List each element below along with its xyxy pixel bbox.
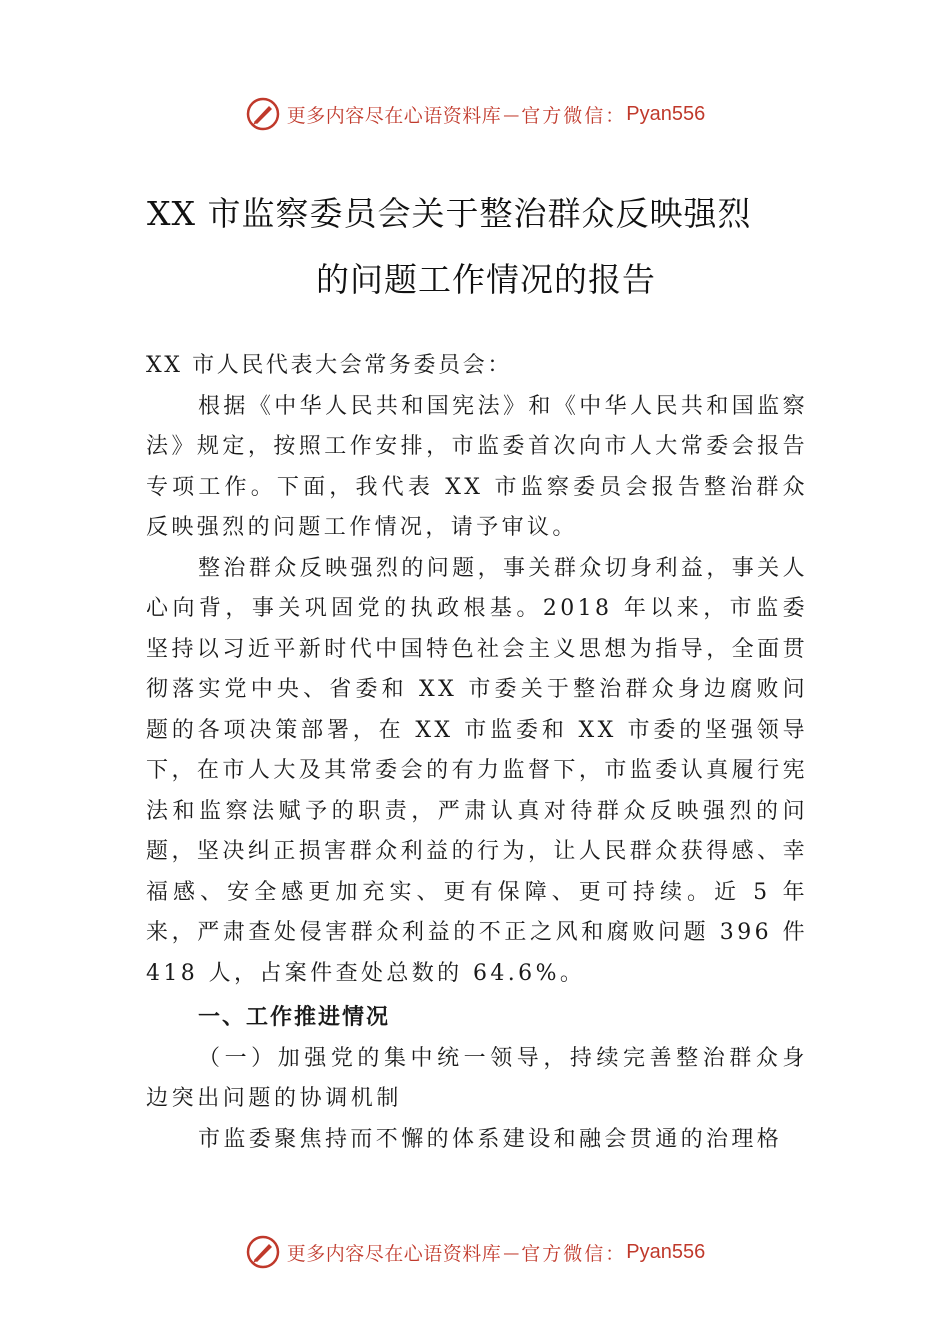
doc-title-line1: XX 市监察委员会关于整治群众反映强烈 xyxy=(147,194,752,233)
watermark-text: 更多内容尽在心语资料库 xyxy=(286,104,502,127)
watermark-label: 官方微信： xyxy=(521,1242,627,1265)
watermark-text: 更多内容尽在心语资料库 xyxy=(286,1242,502,1265)
watermark-separator: — xyxy=(503,1242,520,1262)
brush-logo-icon xyxy=(245,1234,281,1270)
doc-body xyxy=(146,346,808,1160)
section-1-heading: 一、工作推进情况 xyxy=(198,1005,391,1030)
watermark-bottom xyxy=(0,1232,950,1272)
watermark-label: 官方微信： xyxy=(521,104,627,127)
paragraph-1: 根据《中华人民共和国宪法》和《中华人民共和国监察法》规定，按照工作安排，市监委首次向市人大常委会报告专项工作。下面，我代表 XX 市监察委员会报告整治群众反映强烈的问题工作情况，请予审议。 xyxy=(146,393,808,540)
brush-logo-icon xyxy=(245,96,281,132)
salutation: XX 市人民代表大会常务委员会： xyxy=(146,353,512,378)
paragraph-3: 市监委聚焦持而不懈的体系建设和融会贯通的治理格 xyxy=(198,1126,783,1152)
watermark-top xyxy=(0,94,950,134)
watermark-separator: — xyxy=(503,104,520,124)
doc-title-line2: 的问题工作情况的报告 xyxy=(316,260,656,299)
watermark-code: Pyan556 xyxy=(626,102,706,125)
watermark-code: Pyan556 xyxy=(626,1240,706,1263)
paragraph-2: 整治群众反映强烈的问题，事关群众切身利益，事关人心向背，事关巩固党的执政根基。2018 年以来，市监委坚持以习近平新时代中国特色社会主义思想为指导，全面贯彻落实党中央、省委和 XX 市委关于整治群众身边腐败问题的各项决策部署，在 XX 市监委和 XX 市委的坚强领导下，在市人大及其常委会的有力监督下，市监委认真履行宪法和监察法赋予的职责，严肃认真对待群众反映强烈的问题，坚决纠正损害群众利益的行为，让人民群众获得感、幸福感、安全感更加充实、更有保障、更可持续。近 5 年来，严肃查处侵害群众利益的不正之风和腐败问题 396 件 418 人，占案件查处总数的 64.6%。 xyxy=(146,555,808,986)
subsection-1-heading: （一）加强党的集中统一领导，持续完善整治群众身边突出问题的协调机制 xyxy=(146,1045,808,1111)
